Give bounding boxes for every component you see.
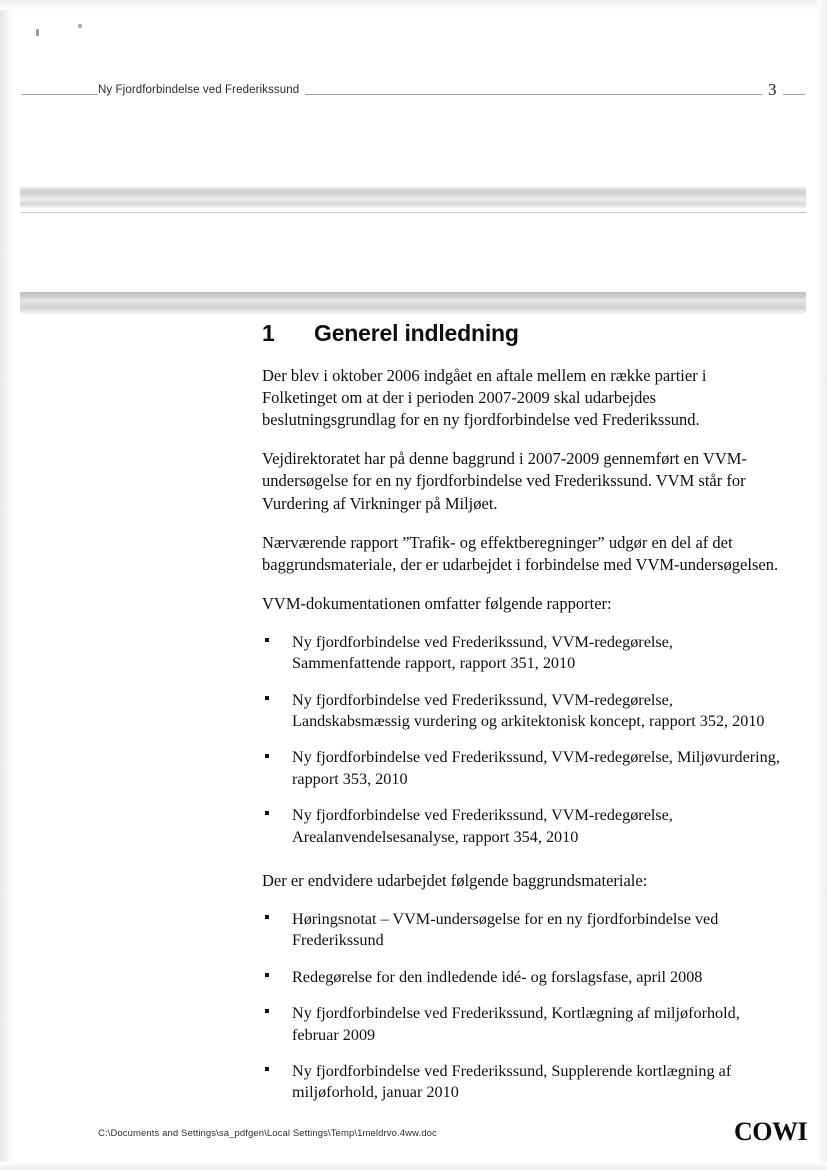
chapter-title: Generel indledning	[314, 320, 519, 346]
bullet-icon	[265, 1067, 269, 1071]
background-intro: Der er endvidere udarbejdet følgende baggrundsmateriale:	[262, 870, 648, 890]
bullet-icon	[265, 754, 269, 758]
list-item-text: Ny fjordforbindelse ved Frederikssund, Supplerende kortlægning af miljøforhold, januar 2010	[292, 1061, 732, 1102]
footer-file-path: C:\Documents and Settings\sa_pdfgen\Local Settings\Temp\1meldrvo.4ww.doc	[98, 1128, 437, 1139]
bullet-icon	[265, 696, 269, 700]
bullet-icon	[265, 638, 269, 642]
bullet-icon	[265, 811, 269, 815]
list-item	[262, 690, 782, 733]
list-item	[262, 632, 782, 675]
scan-speck	[36, 29, 39, 36]
list-item	[262, 747, 782, 790]
report-list	[262, 632, 782, 848]
list-item-text: Ny fjordforbindelse ved Frederikssund, VVM-redegørelse, Sammenfattende rapport, rapport 351, 2010	[292, 632, 673, 673]
bullet-icon	[265, 1009, 269, 1013]
background-list	[262, 909, 782, 1104]
cowi-logo: COWI	[734, 1117, 808, 1146]
list-item	[262, 1061, 782, 1104]
page-header	[0, 82, 827, 106]
list-item-text: Ny fjordforbindelse ved Frederikssund, VVM-redegørelse, Miljøvurdering, rapport 353, 2010	[292, 748, 780, 788]
scan-band-upper	[20, 186, 806, 198]
document-body	[262, 320, 782, 1120]
scan-band-lower-secondary	[20, 301, 806, 314]
page-edge-left	[0, 0, 14, 1170]
bullet-icon	[265, 915, 269, 919]
list-item	[262, 1003, 782, 1046]
chapter-heading	[262, 320, 782, 347]
chapter-number: 1	[262, 320, 275, 346]
page-edge-right	[817, 0, 827, 1170]
scan-line	[20, 212, 806, 213]
list-item-text: Ny fjordforbindelse ved Frederikssund, Kortlægning af miljøforhold, februar 2009	[292, 1004, 740, 1044]
paragraph: Der blev i oktober 2006 indgået en aftale mellem en række partier i Folketinget om at der i perioden 2007-2009 skal udarbejdes beslutningsgrundlag for en ny fjordforbindelse ved Frederikssund.	[262, 366, 707, 430]
bullet-icon	[265, 973, 269, 977]
list-item-text: Redegørelse for den indledende idé- og forslagsfase, april 2008	[292, 967, 703, 986]
list-item-text: Høringsnotat – VVM-undersøgelse for en ny fjordforbindelse ved Frederikssund	[292, 910, 719, 950]
scan-band-lower	[20, 292, 806, 301]
paragraph: Nærværende rapport ”Trafik- og effektberegninger” udgør en del af det baggrundsmateriale, der er udarbejdet i forbindelse med VVM-undersøgelsen.	[262, 532, 779, 574]
header-title: Ny Fjordforbindelse ved Frederikssund	[98, 84, 305, 96]
paragraph: VVM-dokumentationen omfatter følgende rapporter:	[262, 593, 612, 613]
paragraph: Vejdirektoratet har på denne baggrund i 2007-2009 gennemført en VVM-undersøgelse for en ny fjordforbindelse ved Frederikssund. VVM står for Vurdering af Virkninger på Miljøet.	[262, 449, 747, 513]
scan-band-upper-secondary	[20, 198, 806, 208]
page-edge-bottom	[0, 1162, 827, 1170]
list-item	[262, 805, 782, 848]
scan-speck	[78, 24, 82, 28]
list-item-text: Ny fjordforbindelse ved Frederikssund, VVM-redegørelse, Landskabsmæssig vurdering og arkitektonisk koncept, rapport 352, 2010	[292, 690, 765, 731]
page-number: 3	[762, 80, 783, 100]
list-item-text: Ny fjordforbindelse ved Frederikssund, VVM-redegørelse, Arealanvendelsesanalyse, rapport 354, 2010	[292, 806, 673, 846]
list-item	[262, 909, 782, 952]
page-edge-top	[0, 0, 827, 10]
list-item	[262, 967, 782, 988]
